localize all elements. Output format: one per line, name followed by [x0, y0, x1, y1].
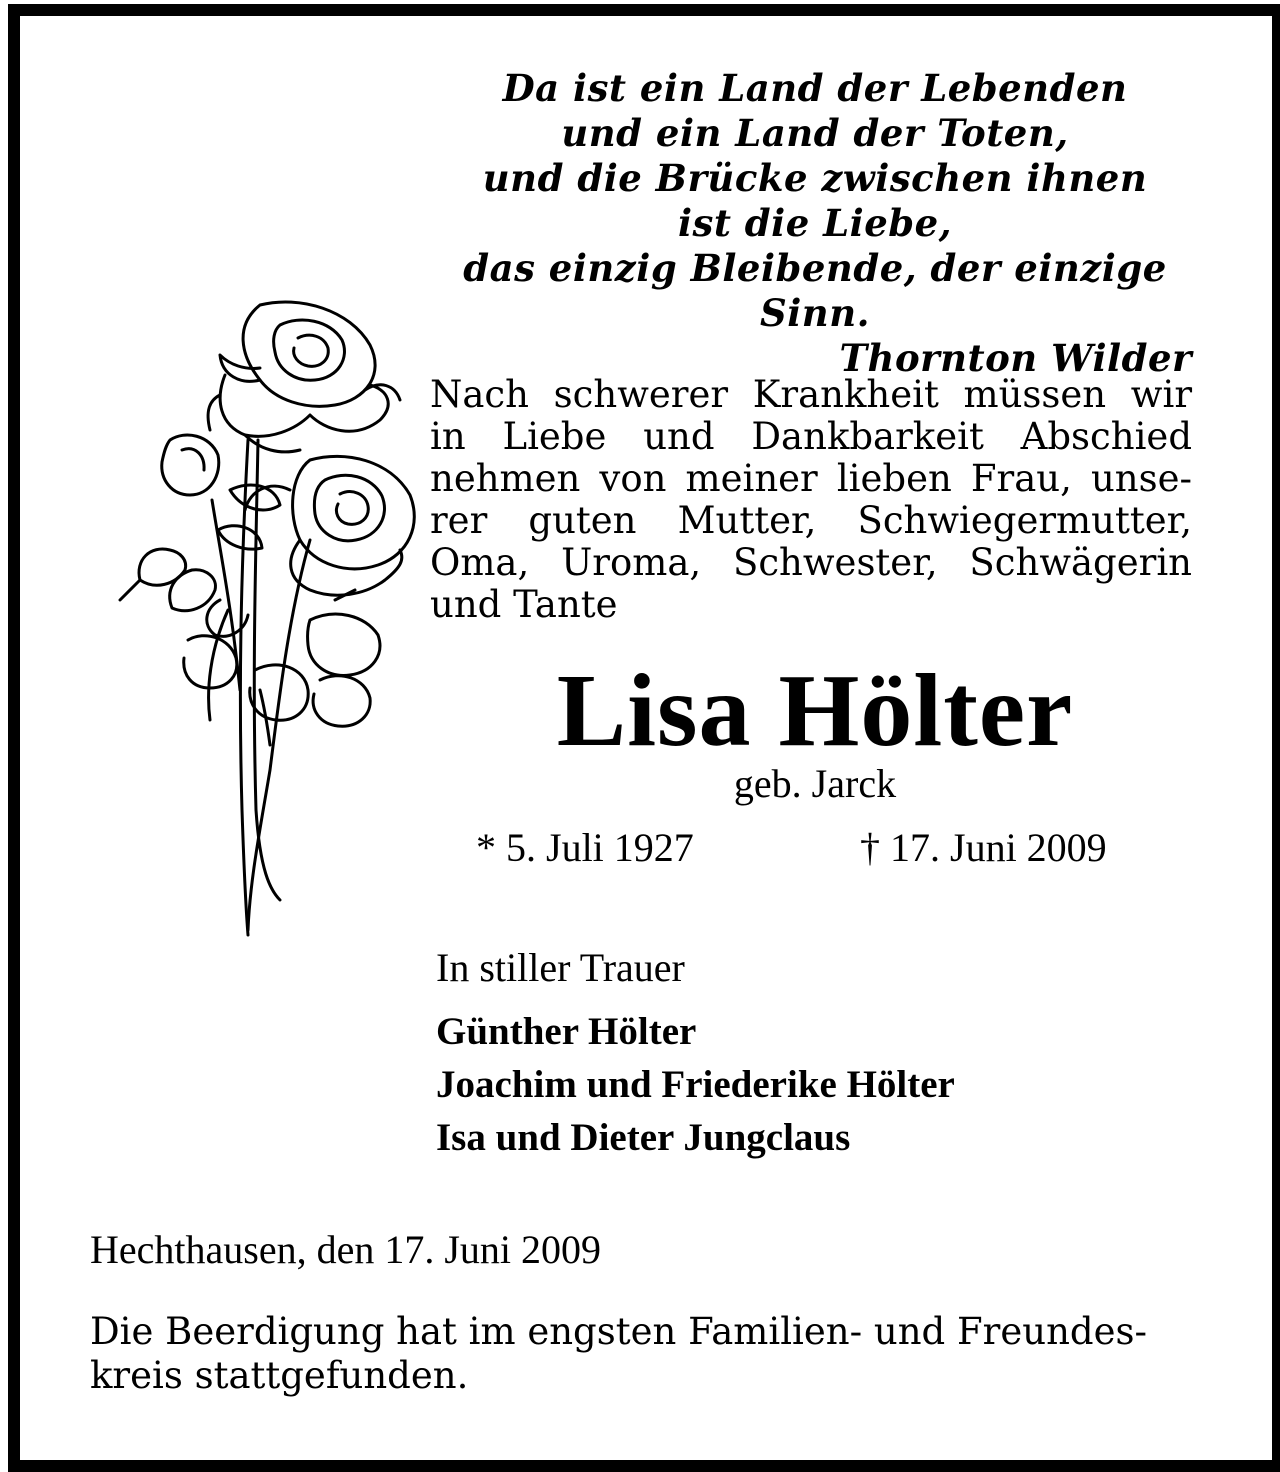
quote — [430, 66, 1200, 381]
mourning-intro: In stiller Trauer — [436, 945, 685, 990]
birth-date: * 5. Juli 1927 — [476, 825, 694, 870]
announcement-line: nehmen von meiner lieben Frau, unse- — [430, 457, 1192, 500]
mourner-name: Isa und Dieter Jungclaus — [436, 1116, 851, 1159]
announcement-text — [430, 374, 1192, 626]
quote-line: ist die Liebe, — [677, 201, 953, 245]
announcement-line: und Tante — [430, 583, 618, 626]
quote-line: das einzig Bleibende, der einzige Sinn. — [463, 246, 1167, 335]
funeral-note-line: Die Beerdigung hat im engsten Familien- und Freundes- — [90, 1310, 1147, 1353]
deceased-name: Lisa Hölter — [556, 653, 1074, 768]
funeral-note — [90, 1310, 1190, 1398]
maiden-name: geb. Jarck — [733, 761, 897, 806]
announcement-line: rer guten Mutter, Schwiegermutter, — [430, 499, 1192, 542]
place-date: Hechthausen, den 17. Juni 2009 — [90, 1227, 602, 1272]
announcement-line: Oma, Uroma, Schwester, Schwägerin — [430, 541, 1192, 584]
death-date: † 17. Juni 2009 — [860, 825, 1107, 870]
quote-line: Da ist ein Land der Lebenden — [502, 66, 1128, 110]
mourner-name: Joachim und Friederike Hölter — [436, 1063, 955, 1106]
announcement-line: in Liebe und Dankbarkeit Abschied — [430, 415, 1192, 458]
mourner-name: Günther Hölter — [436, 1010, 697, 1053]
rose-bouquet-icon — [110, 290, 430, 940]
quote-author: Thornton Wilder — [839, 336, 1192, 380]
quote-line: und ein Land der Toten, — [561, 111, 1069, 155]
announcement-line: Nach schwerer Krankheit müssen wir — [430, 373, 1192, 416]
funeral-note-line: kreis stattgefunden. — [90, 1354, 469, 1397]
mourners-list — [436, 1005, 955, 1164]
quote-line: und die Brücke zwischen ihnen — [482, 156, 1148, 200]
